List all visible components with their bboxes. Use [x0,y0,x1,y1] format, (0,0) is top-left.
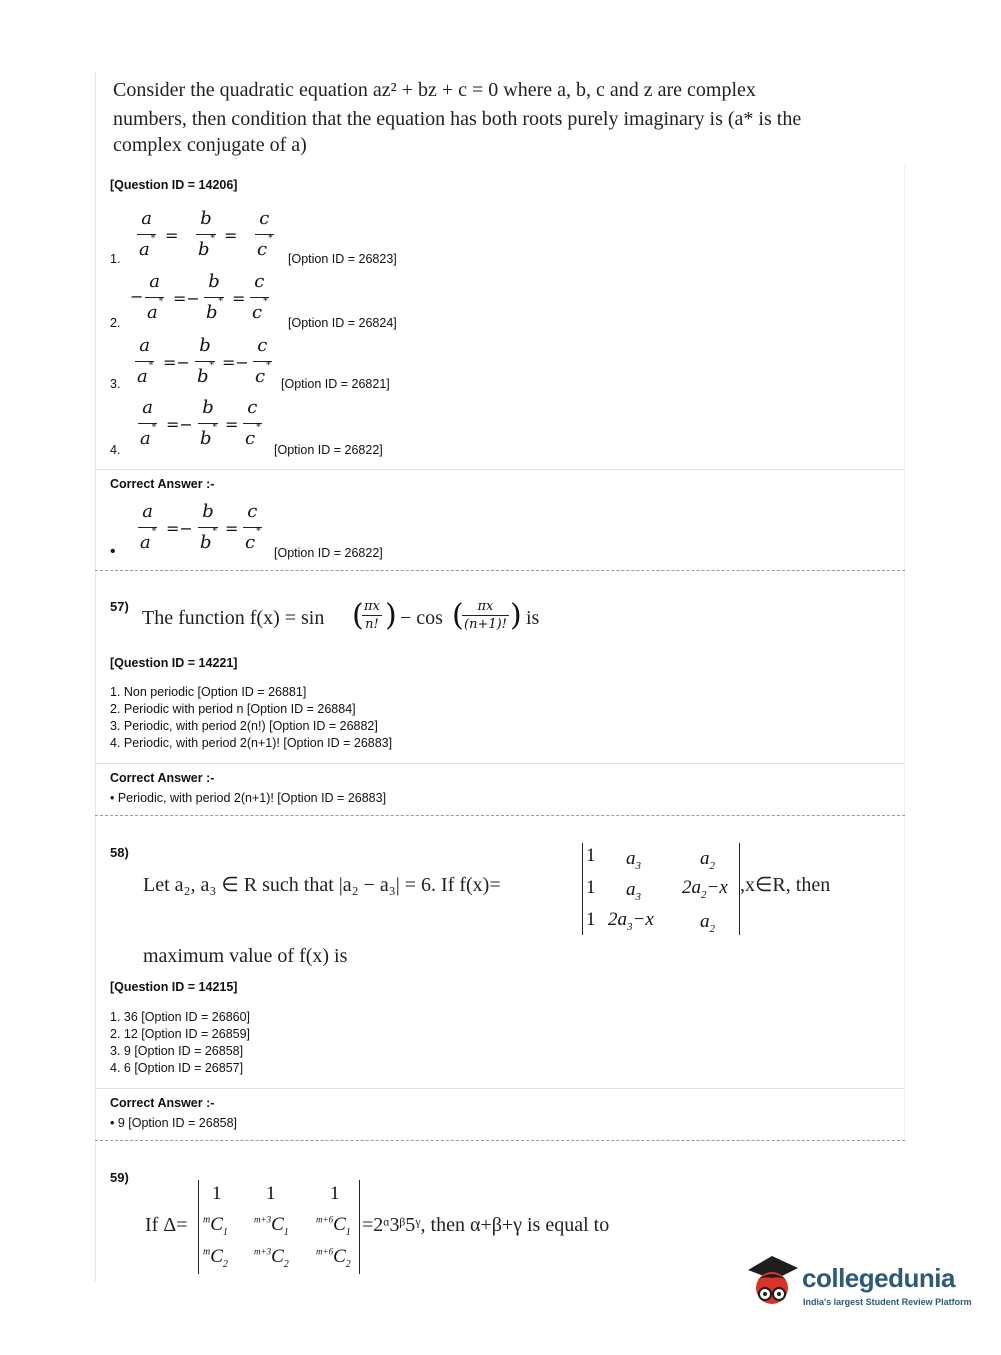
q56-option4-number: 4. [110,443,121,457]
q56-option2-number: 2. [110,316,121,330]
det-cell: 1 [586,845,596,866]
q59-number: 59) [110,1170,129,1185]
fraction-a: a a* [140,501,157,553]
fraction-c: c c* [252,271,268,323]
equals-sign: = [232,289,246,308]
q58-stem-end: maximum value of f(x) is [143,945,348,967]
fraction-a: a a* [147,271,164,323]
q58-correct-answer: • 9 [Option ID = 26858] [110,1116,238,1130]
equals-sign: =− [166,519,193,538]
left-border [95,72,96,1282]
q58-number: 58) [110,845,129,860]
q59-stem-end: =2ᵅ3ᵝ5ᵞ, then α+β+γ is equal to [362,1214,610,1236]
logo-name: collegedunia [802,1263,955,1293]
fraction-a: a a* [137,335,154,387]
q58-option4: 4. 6 [Option ID = 26857] [110,1061,244,1075]
det-cell: $2a_3-x$ [608,909,654,933]
paren-close: ) [385,598,397,633]
q58-question-id: [Question ID = 14215] [110,980,238,994]
q58-correct-label: Correct Answer :- [110,1096,215,1110]
question-separator [95,570,905,571]
fraction-a: a a* [139,208,156,260]
q57-option2: 2. Periodic with period n [Option ID = 26884] [110,702,356,716]
equals-sign: =− [166,415,193,434]
q57-option1: 1. Non periodic [Option ID = 26881] [110,685,307,699]
q56-option1-id: [Option ID = 26823] [288,252,397,266]
equals-sign: = [165,226,179,245]
collegedunia-mascot-icon [742,1250,800,1312]
fraction-b: b b* [198,208,216,260]
det-cell: $a_3$ [626,879,641,903]
q56-option1-number: 1. [110,252,121,266]
q56-option4-id: [Option ID = 26822] [274,443,383,457]
q56-stem-line2: numbers, then condition that the equation has both roots purely imaginary is (a* is the [113,108,802,130]
fraction-pi-x-over-n-factorial: πx n! [364,599,380,632]
det-cell: $^{m+6}C_1$ [316,1214,351,1238]
det-cell: 1 [266,1183,276,1204]
divider [95,763,905,764]
q58-option3: 3. 9 [Option ID = 26858] [110,1044,244,1058]
q56-option3-number: 3. [110,377,121,391]
q57-stem-end: is [526,607,540,629]
det-cell: $^{m+3}C_1$ [254,1214,289,1238]
q58-option1: 1. 36 [Option ID = 26860] [110,1010,251,1024]
q57-option4: 4. Periodic, with period 2(n+1)! [Option ID = 26883] [110,736,393,750]
fraction-c: c c* [255,335,271,387]
det-cell: $^mC_1$ [203,1214,228,1238]
q57-number: 57) [110,599,129,614]
q57-stem-start: The function f(x) = sin [142,607,325,629]
divider [95,469,905,470]
det-cell: $^mC_2$ [203,1246,228,1270]
right-border [904,165,905,1140]
equals-sign: = [224,226,238,245]
equals-sign: =− [163,353,190,372]
logo-tagline: India's largest Student Review Platform [803,1297,972,1307]
q59-stem-start: If Δ= [145,1214,188,1236]
det-cell: 1 [330,1183,340,1204]
q58-option2: 2. 12 [Option ID = 26859] [110,1027,251,1041]
equals-sign: = [225,415,239,434]
minus-sign: − [130,287,144,306]
q56-stem-line1: Consider the quadratic equation az² + bz + c = 0 where a, b, c and z are complex [113,79,756,101]
q57-question-id: [Question ID = 14221] [110,656,238,670]
fraction-b: b b* [200,397,218,449]
equals-sign: = [225,519,239,538]
fraction-c: c c* [257,208,273,260]
q56-question-id: [Question ID = 14206] [110,178,238,192]
paren-open: ( [452,598,464,633]
q57-correct-answer: • Periodic, with period 2(n+1)! [Option ID = 26883] [110,791,387,805]
divider [95,1088,905,1089]
det-cell: 1 [586,877,596,898]
fraction-b: b b* [200,501,218,553]
fraction-pi-x-over-n-plus-1-factorial: πx (n+1)! [464,599,507,632]
det-cell: 1 [586,909,596,930]
det-cell: $2a_2-x$ [682,877,728,901]
fraction-c: c c* [245,501,261,553]
q57-stem-mid: − cos [400,607,443,629]
q57-correct-label: Correct Answer :- [110,771,215,785]
question-separator [95,1140,905,1141]
paren-close: ) [510,598,522,633]
q58-stem-after: ,x∈R, then [740,874,831,896]
fraction-a: a a* [140,397,157,449]
det-cell: 1 [212,1183,222,1204]
q56-stem-line3: complex conjugate of a) [113,134,307,156]
fraction-c: c c* [245,397,261,449]
bullet: • [110,543,116,560]
det-cell: $^{m+3}C_2$ [254,1246,289,1270]
det-cell: $^{m+6}C_2$ [316,1246,351,1270]
equals-sign: =− [173,289,200,308]
q56-correct-id: [Option ID = 26822] [274,546,383,560]
q56-option2-id: [Option ID = 26824] [288,316,397,330]
q56-correct-label: Correct Answer :- [110,477,215,491]
fraction-b: b b* [206,271,224,323]
det-cell: $a_2$ [700,911,715,935]
det-cell: $a_3$ [626,848,641,872]
fraction-b: b b* [197,335,215,387]
question-separator [95,815,905,816]
q56-option3-id: [Option ID = 26821] [281,377,390,391]
equals-sign: =− [222,353,249,372]
det-cell: $a_2$ [700,848,715,872]
paren-open: ( [352,598,364,633]
q58-stem-start: Let a₂, a₃ ∈ R such that |a₂ − a₃| = 6. If f(x)= [143,874,501,896]
q57-option3: 3. Periodic, with period 2(n!) [Option ID = 26882] [110,719,378,733]
